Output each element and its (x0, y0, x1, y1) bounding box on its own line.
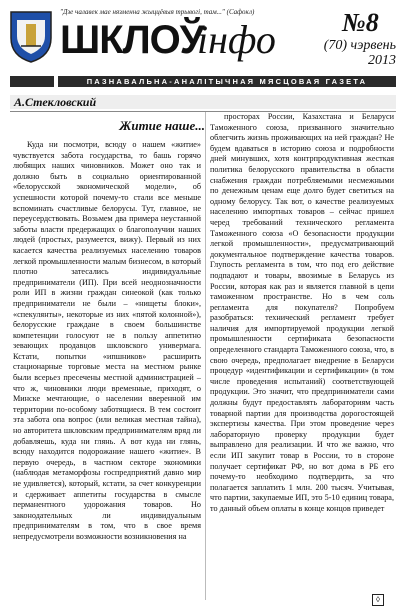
column-divider (205, 112, 206, 600)
issue-year: 2013 (368, 53, 396, 68)
article-column-left (13, 140, 201, 600)
issue-meta (318, 38, 396, 68)
column-right-text: просторах России, Казахстана и Беларуси Таможенного союза, призванного значительно облегчить жизнь проживающих на ней граждан? Не будем вдаваться в историю союза и подробности дней минувших, хотя контрпродуктивная жесткая политика белорусского правительства в области снабжения граждан потребляемыми несмежными по денежным ценам еще долго будет светиться на одному белорусу. Так вот, о качестве реализуемых населению импортных товаров – сейчас пришел черед требований технического регламента Таможенного союза «О безопасности продукции легкой промышленности», предусматривающий документальное подтверждение качества товаров. Глупость регламента в том, что под его действие подпадают и товары, ввозимые в Беларусь из России, которая как раз и является главной в цепи таможенном пространстве. Но в чем соль регламента для покупателя? Попробуем разобраться: технический регламент требует наличия для импортируемой продукции легкой промышленности сертификата безопасности определенного стандарта Таможенного союза, что, в свою очередь, предполагает внедрение в Беларуси процедур «идентификации и сертификации» (в том числе проведения испытаний) соответствующей продукции. Это значит, что предприниматели сами должны будут предоставлять лабораториям часть товарной партии для производства дорогостоящей экспертизы качества. При этом проведение через лабораторную проверку продукции будет выправлено для реализации. И что же важно, что если ИП закупит товар в России, то в стороне получает сертификат РФ, но вот дома в РБ его почему-то необходимо подтвердить, за что полагается заплатить 1 млн. 200 тысяч. Учитывая, что партии, закупаемые ИП, это 5-10 единиц товара, то данный объем оплаты в конце концов приведет (210, 112, 394, 513)
issue-number: №8 (342, 8, 379, 37)
article-author: А.Стекловский (14, 95, 97, 109)
masthead-motto: "Дзе чалавек мае нязменна жыццёвыя трывогі, там..." (Сафокл) (60, 8, 255, 16)
issue-part: (70) чэрвень (323, 38, 396, 53)
article-heading: Житие наше... (119, 118, 205, 133)
continue-marker-icon: ◊ (372, 594, 384, 606)
column-left-text: Куда ни посмотри, всюду о нашем «житие» чувствуется забота государства, то башь горячо любящих наших чиновников. Может оно так и должно быть в социально ориентированной «белорусской экономической модели», об успешности которой почему-то стали все меньше вспоминать счастливые белорусы. Тут, главное, не переусердствовать. Возьмем два примера неустанной заботы власти предержащих о благополучии наших людей (простых, разумеется, вижу). Первый из них касается качества реализуемых населению товаров легкой промышленности малым бизнесом, в который плотно затесались индивидуальные предприниматели (ИП). При всей неоднозначности роли ИП в жизни граждан синеокой (как только предприниматели не были – «нищеты блоки», «спекулянты», некоторые из них «пятой колонной»), белорусские граждане в своем большинстве компетенции голосуют не в пользу аппетитно зевающих продавцов шкловского универмага. Кстати, попытки «ипшников» расширить стационарные торговые места на местном рынке были всерьез пресечены местной администрацией – что ж, чиновники люди временные, приходят, о Минске мечтающие, о населении вверенной им территории по-особому заботящиеся. В тем состоит эта забота опа вопрос (или великая местная тайна), но авторитета шкловским предпринимателям вряд ли добавляешь, куда ни глянь. А вот куда ни глянь, всюду находится подорожание нашего «житие». В первую очередь, в частном секторе экономики (наблюдая метаморфозы госпредприятий давно мир не удивляется), который, кстати, за счет конкуренции и сдерживает аппетиты государства в смысле перманентного удорожания товаров. Но законодательных ли индивидуальным предпринимателям в том, что в свое время непредусмотрели возможности возникновения на (13, 140, 201, 541)
masthead-band: ПАЗНАВАЛЬНА-АНАЛІТЫЧНАЯ МЯСЦОВАЯ ГАЗЕТА (58, 76, 396, 87)
city-coat-of-arms-icon (7, 8, 55, 64)
band-left-block (10, 76, 54, 87)
title-main: ШКЛОЎ (60, 18, 204, 62)
article-column-right (210, 112, 394, 600)
title-sub: інфо (197, 17, 276, 62)
masthead-title (60, 18, 310, 68)
